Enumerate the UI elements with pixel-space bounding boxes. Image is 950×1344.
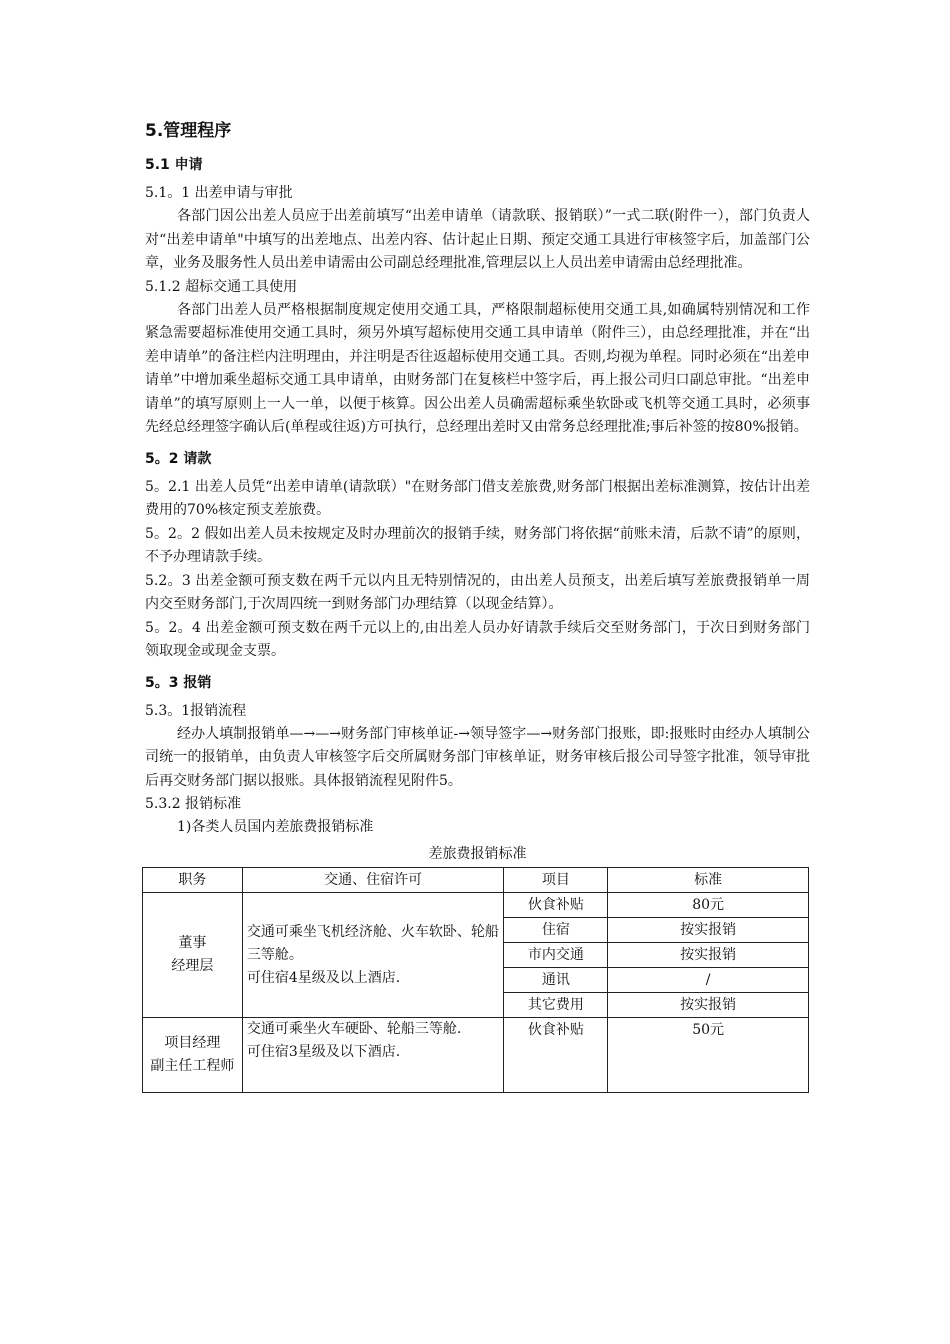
clause-title-5-1-2: 5.1.2 超标交通工具使用 bbox=[145, 278, 298, 295]
item-cell: 伙食补贴 bbox=[504, 893, 608, 918]
position-text: 项目经理 副主任工程师 bbox=[150, 1035, 235, 1074]
standard-cell: 按实报销 bbox=[608, 918, 809, 943]
clause-text-5-1-2: 各部门出差人员严格根据制度规定使用交通工具，严格限制超标使用交通工具,如确属特别情况和工作紧急需要超标准使用交通工具时，须另外填写超标使用交通工具申请单（附件三），由总经理批准，并在“出差申请单”的备注栏内注明理由，并注明是否往返超标使用交通工具。否则,均视为单程。同时必须在“出差申请单”中增加乘坐超标交通工具申请单，由财务部门在复核栏中签字后，再上报公司归口副总审批。“出差申请单”的填写原则上一人一单，以便于核算。因公出差人员确需超标乘坐软卧或飞机等交通工具时，必须事先经总经理签字确认后(单程或往返)方可执行，总经理出差时又由常务总经理批准;事后补签的按80%报销。 bbox=[145, 301, 810, 435]
section-title: 5.管理程序 bbox=[145, 121, 232, 141]
permit-text: 交通可乘坐火车硬卧、轮船三等舱. 可住宿3星级及以下酒店. bbox=[246, 1021, 462, 1060]
table-caption: 差旅费报销标准 bbox=[428, 846, 527, 862]
standard-cell: 按实报销 bbox=[608, 993, 809, 1018]
clause-title-5-3-1: 5.3。1报销流程 bbox=[145, 702, 247, 719]
header-cell: 职务 bbox=[143, 868, 243, 893]
header-cell: 项目 bbox=[504, 868, 608, 893]
clause-text-5-3-1: 经办人填制报销单—→—→财务部门审核单证-→领导签字—→财务部门报账，即:报账时由经办人填制公司统一的报销单，由负责人审核签字后交所属财务部门审核单证，财务审核后报公司导签字批准，领导审批后再交财务部门据以报账。具体报销流程见附件5。 bbox=[145, 725, 810, 789]
header-cell: 标准 bbox=[608, 868, 809, 893]
standard-cell: 80元 bbox=[608, 893, 809, 918]
item-cell: 伙食补贴 bbox=[504, 1018, 608, 1093]
clause-sub-5-3-2: 1)各类人员国内差旅费报销标准 bbox=[177, 819, 374, 835]
standard-cell: 按实报销 bbox=[608, 943, 809, 968]
table-header-row bbox=[143, 868, 809, 893]
expense-standard-table bbox=[142, 867, 809, 1093]
document-page bbox=[145, 118, 810, 1093]
position-cell bbox=[143, 893, 243, 1018]
item-cell: 住宿 bbox=[504, 918, 608, 943]
table-row bbox=[143, 893, 809, 918]
position-cell bbox=[143, 1018, 243, 1093]
subsection-title-apply: 5.1 申请 bbox=[145, 157, 203, 173]
clause-text-5-2-1: 5。2.1 出差人员凭“出差申请单(请款联）"在财务部门借支差旅费,财务部门根据出差标准测算，按估计出差费用的70%核定预支差旅费。 bbox=[145, 478, 810, 518]
position-text: 董事 经理层 bbox=[171, 935, 214, 974]
subsection-title-reimburse: 5。3 报销 bbox=[145, 674, 212, 691]
clause-text-5-2-3: 5.2。3 出差金额可预支数在两千元以内且无特别情况的，由出差人员预支，出差后填写差旅费报销单一周内交至财务部门,于次周四统一到财务部门办理结算（以现金结算）。 bbox=[145, 572, 810, 612]
subsection-title-request: 5。2 请款 bbox=[145, 450, 212, 467]
standard-cell: 50元 bbox=[608, 1018, 809, 1093]
clause-title-5-1-1: 5.1。1 出差申请与审批 bbox=[145, 185, 293, 201]
permit-cell bbox=[242, 1018, 504, 1093]
permit-text: 交通可乘坐飞机经济舱、火车软卧、轮船三等舱。 可住宿4星级及以上酒店. bbox=[246, 923, 499, 986]
item-cell: 市内交通 bbox=[504, 943, 608, 968]
item-cell: 通讯 bbox=[504, 968, 608, 993]
standard-cell: / bbox=[608, 968, 809, 993]
clause-text-5-2-2: 5。2。2 假如出差人员未按规定及时办理前次的报销手续，财务部门将依据“前账未清，后款不请”的原则，不予办理请款手续。 bbox=[145, 525, 810, 565]
clause-text-5-2-4: 5。2。4 出差金额可预支数在两千元以上的,由出差人员办好请款手续后交至财务部门，于次日到财务部门领取现金或现金支票。 bbox=[145, 619, 810, 659]
table-row bbox=[143, 1018, 809, 1093]
header-cell: 交通、住宿许可 bbox=[242, 868, 504, 893]
item-cell: 其它费用 bbox=[504, 993, 608, 1018]
permit-cell bbox=[242, 893, 504, 1018]
clause-text-5-1-1: 各部门因公出差人员应于出差前填写“出差申请单（请款联、报销联）”一式二联(附件一），部门负责人对“出差申请单"中填写的出差地点、出差内容、估计起止日期、预定交通工具进行审核签字后，加盖部门公章，业务及服务性人员出差申请需由公司副总经理批准,管理层以上人员出差申请需由总经理批准。 bbox=[145, 208, 810, 271]
clause-title-5-3-2: 5.3.2 报销标准 bbox=[145, 796, 242, 812]
